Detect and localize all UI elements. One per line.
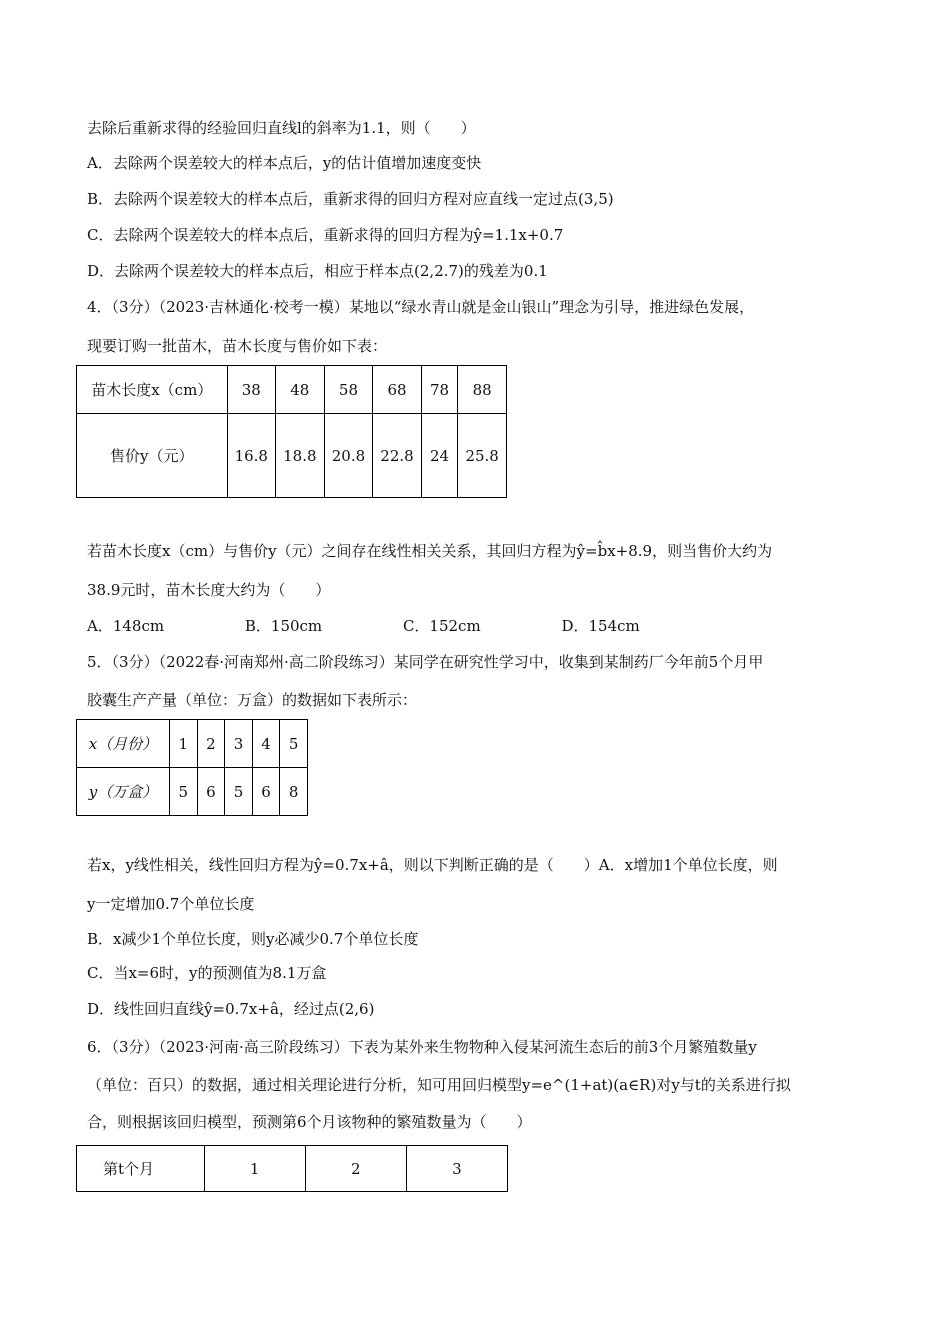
table-cell: 22.8: [373, 414, 421, 498]
table-cell: 3: [225, 720, 253, 768]
table-cell: 16.8: [227, 414, 275, 498]
table-header-cell: x（月份）: [77, 720, 170, 768]
question-5-body: 若x，y线性相关，线性回归方程为ŷ=0.7x+â，则以下判断正确的是（ ）A．x增加1个单位长度，则: [87, 856, 778, 874]
question-6-stem-cont: 合，则根据该回归模型，预测第6个月该物种的繁殖数量为（ ）: [87, 1113, 532, 1131]
table-cell: 8: [280, 768, 308, 816]
table-cell: 18.8: [276, 414, 325, 498]
capsule-table: [76, 719, 308, 816]
option-b: B．x减少1个单位长度，则y必减少0.7个单位长度: [87, 930, 419, 948]
table-cell: 5: [280, 720, 308, 768]
table-cell: 2: [305, 1146, 406, 1192]
option-b: B．去除两个误差较大的样本点后，重新求得的回归方程对应直线一定过点(3,5): [87, 190, 614, 208]
question-5-stem: 5．（3分）（2022春·河南郑州·高二阶段练习）某同学在研究性学习中，收集到某制药厂今年前5个月甲: [87, 653, 764, 671]
table-cell: 58: [324, 366, 373, 414]
table-cell: 1: [170, 720, 198, 768]
table-cell: 6: [197, 768, 225, 816]
table-header-cell: y（万盒）: [77, 768, 170, 816]
question-6-stem-cont: （单位：百只）的数据，通过相关理论进行分析，知可用回归模型y=e^(1+at)(a∈R)对y与t的关系进行拟: [87, 1076, 791, 1094]
table-header-cell: 售价y（元）: [77, 414, 228, 498]
text-line: 去除后重新求得的经验回归直线l的斜率为1.1，则（ ）: [87, 119, 476, 137]
option-a: A．去除两个误差较大的样本点后，y的估计值增加速度变快: [87, 154, 482, 172]
table-cell: 2: [197, 720, 225, 768]
table-cell: 88: [458, 366, 507, 414]
seedling-table: [76, 365, 507, 498]
option-c: C．152cm: [402, 617, 481, 635]
option-c: C．当x=6时，y的预测值为8.1万盒: [87, 964, 327, 982]
table-cell: 24: [421, 414, 458, 498]
question-5-stem-cont: 胶囊生产产量（单位：万盒）的数据如下表所示：: [87, 691, 418, 709]
question-5-body-cont: y一定增加0.7个单位长度: [87, 895, 255, 913]
table-header-cell: 苗木长度x（cm）: [77, 366, 228, 414]
table-cell: 78: [421, 366, 458, 414]
option-d: D．去除两个误差较大的样本点后，相应于样本点(2,2.7)的残差为0.1: [87, 262, 548, 280]
question-4-options: [87, 616, 640, 636]
question-6-stem: 6．（3分）（2023·河南·高三阶段练习）下表为某外来生物物种入侵某河流生态后的前3个月繁殖数量y: [87, 1038, 757, 1056]
species-table: [76, 1145, 508, 1192]
option-c: C．去除两个误差较大的样本点后，重新求得的回归方程为ŷ=1.1x+0.7: [87, 226, 564, 244]
table-cell: 5: [225, 768, 253, 816]
option-d: D．154cm: [561, 617, 640, 635]
question-4-body: 若苗木长度x（cm）与售价y（元）之间存在线性相关关系，其回归方程为ŷ=b̂x+8.9，则当售价大约为: [87, 542, 773, 560]
option-b: B．150cm: [244, 617, 323, 635]
table-cell: 6: [252, 768, 280, 816]
question-4-stem: 4．（3分）（2023·吉林通化·校考一模）某地以“绿水青山就是金山银山”理念为引导，推进绿色发展，: [87, 298, 755, 316]
question-4-body-cont: 38.9元时，苗木长度大约为（ ）: [87, 581, 331, 599]
table-cell: 3: [406, 1146, 507, 1192]
table-cell: 38: [227, 366, 275, 414]
table-cell: 68: [373, 366, 421, 414]
table-cell: 48: [276, 366, 325, 414]
question-4-stem-cont: 现要订购一批苗木，苗木长度与售价如下表：: [87, 337, 388, 355]
table-header-cell: 第t个月: [77, 1146, 205, 1192]
table-cell: 20.8: [324, 414, 373, 498]
option-d: D．线性回归直线ŷ=0.7x+â，经过点(2,6): [87, 1000, 375, 1018]
table-cell: 1: [204, 1146, 305, 1192]
option-a: A．148cm: [87, 617, 165, 635]
table-cell: 25.8: [458, 414, 507, 498]
table-cell: 5: [170, 768, 198, 816]
table-cell: 4: [252, 720, 280, 768]
